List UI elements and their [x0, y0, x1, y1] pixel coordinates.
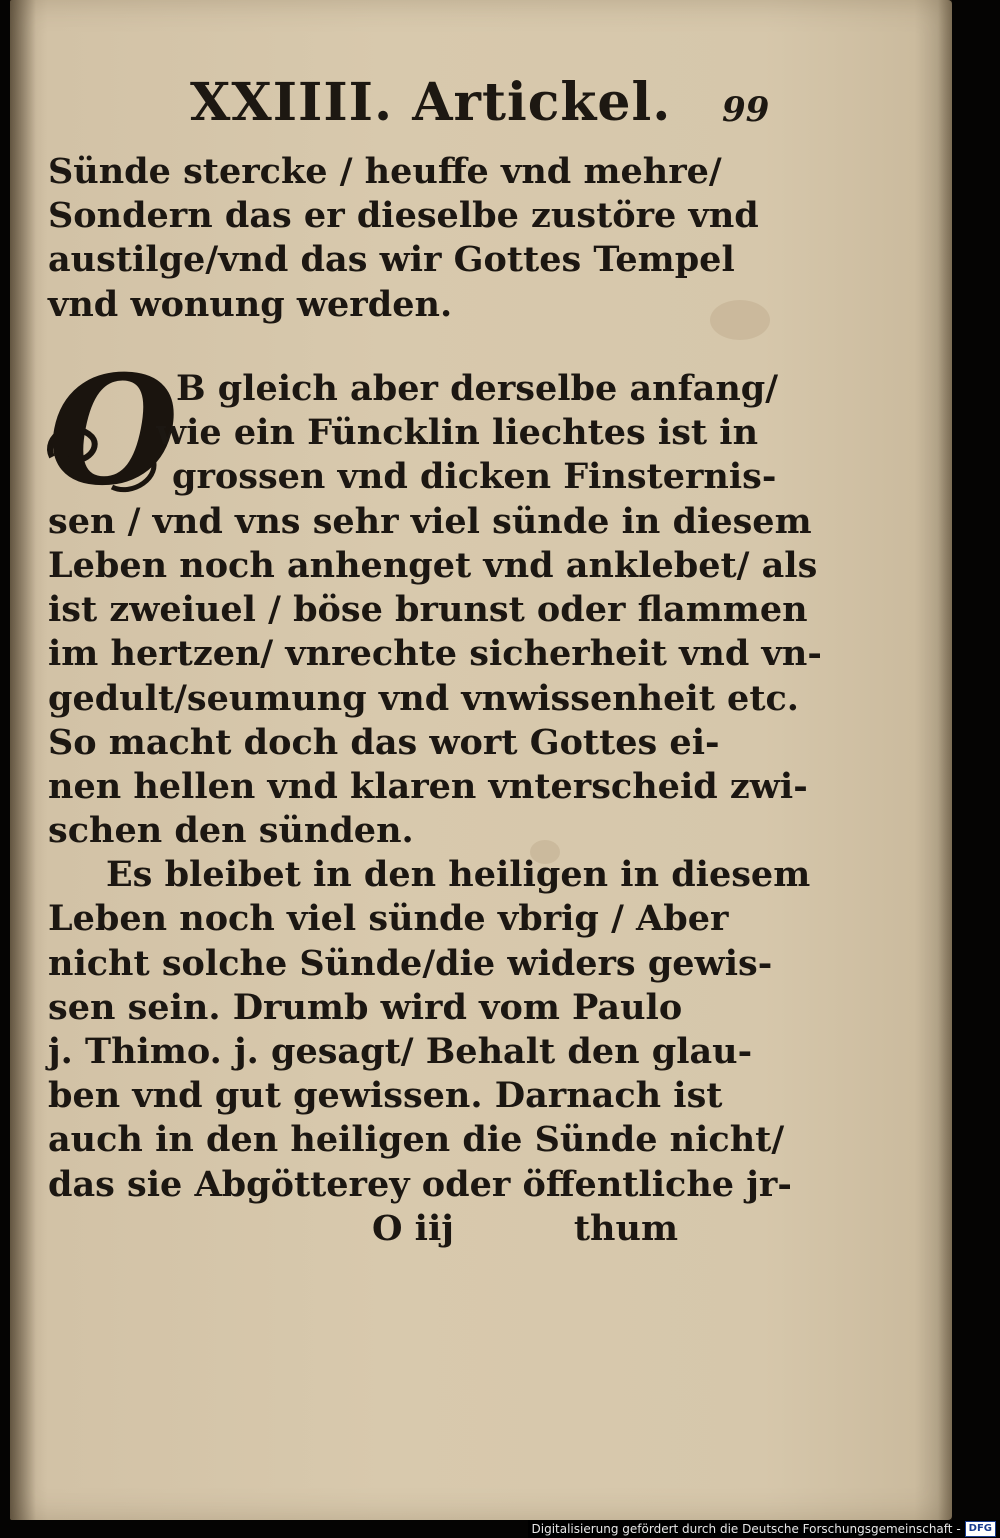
- text-line: sen sein. Drumb wird vom Paulo: [48, 986, 683, 1028]
- drop-cap-initial: O: [48, 342, 179, 519]
- initial-block: [48, 342, 779, 519]
- running-title: XXIIII. Artickel.: [190, 72, 672, 133]
- text-line: ben vnd gut gewissen. Darnach ist: [48, 1075, 723, 1117]
- text-line: austilge/vnd das wir Gottes Tempel: [48, 239, 735, 281]
- page-number: 99: [722, 90, 770, 130]
- text-line: Sünde stercke / heuffe vnd mehre/: [48, 151, 722, 192]
- body-text: [48, 150, 822, 1251]
- text-line: grossen vnd dicken Finsternis-: [172, 456, 777, 498]
- text-line: Sondern das er dieselbe zustöre vnd: [48, 195, 759, 237]
- catchword: thum: [573, 1207, 678, 1249]
- page-header: [190, 72, 770, 142]
- paragraph-3: [48, 853, 811, 1207]
- signature-mark: O iij: [372, 1207, 454, 1249]
- text-line: nen hellen vnd klaren vnterscheid zwi-: [48, 765, 808, 807]
- paragraph-2: [48, 342, 822, 854]
- text-line: vnd wonung werden.: [48, 283, 453, 325]
- text-line: gedult/seumung vnd vnwissenheit etc.: [48, 677, 799, 719]
- text-line: das sie Abgötterey oder öffentliche jr-: [48, 1163, 792, 1205]
- text-line: Leben noch viel sünde vbrig / Aber: [48, 898, 729, 940]
- text-line: sen / vnd vns sehr viel sünde in diesem: [48, 500, 812, 542]
- text-line: Leben noch anhenget vnd anklebet/ als: [48, 544, 818, 586]
- text-line: B gleich aber derselbe anfang/: [176, 367, 779, 409]
- text-line: j. Thimo. j. gesagt/ Behalt den glau-: [48, 1031, 753, 1072]
- dfg-logo: DFG: [965, 1521, 996, 1537]
- text-line: wie ein Füncklin liechtes ist in: [156, 411, 759, 453]
- text-line: nicht solche Sünde/die widers gewis-: [48, 942, 773, 984]
- credit-text: Digitalisierung gefördert durch die Deutsche Forschungsgemeinschaft -: [531, 1522, 961, 1536]
- lines-beside-initial: [48, 367, 779, 500]
- text-line: Es bleibet in den heiligen in diesem: [106, 854, 811, 896]
- paper-stain: [710, 300, 770, 340]
- text-line: schen den sünden.: [48, 810, 414, 852]
- text-line: auch in den heiligen die Sünde nicht/: [48, 1119, 785, 1161]
- text-line: im hertzen/ vnrechte sicherheit vnd vn-: [48, 633, 822, 675]
- digitization-credit: [528, 1520, 1000, 1538]
- text-line: So macht doch das wort Gottes ei-: [48, 721, 720, 763]
- paragraph-1: [48, 150, 759, 327]
- catch-line: [48, 1207, 678, 1251]
- text-line: ist zweiuel / böse brunst oder flammen: [48, 589, 808, 631]
- gutter-shadow: [10, 0, 36, 1520]
